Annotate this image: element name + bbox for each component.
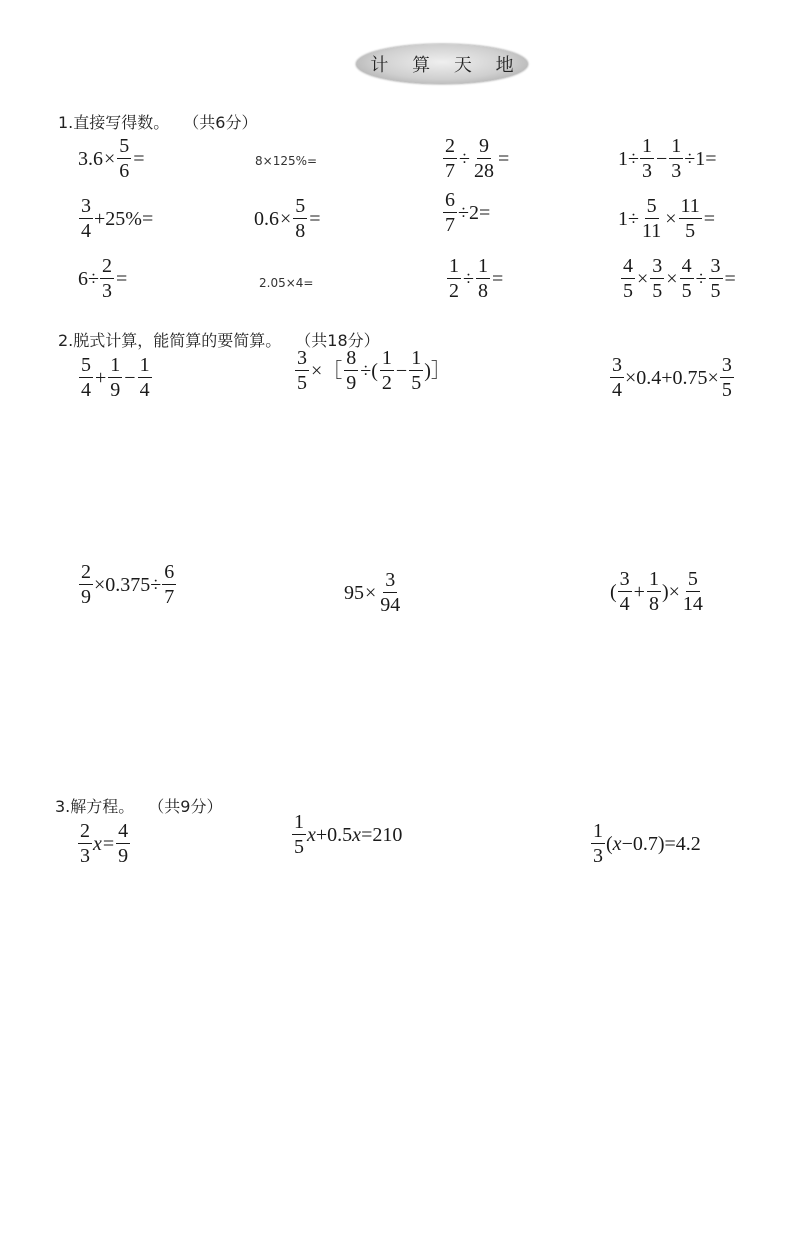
oral-problem-1a: 3.6 × $\frac{5}{6}$ =	[78, 135, 145, 182]
fraction: $\frac{1}{5}$	[411, 347, 422, 394]
fraction: $\frac{3}{4}$	[81, 195, 91, 242]
fraction: $\frac{6}{7}$	[164, 561, 175, 608]
fraction: $\frac{2}{7}$	[445, 135, 455, 182]
fraction: $\frac{5}{11}$	[641, 195, 662, 242]
fraction: $\frac{1}{3}$	[641, 135, 652, 182]
fraction: $\frac{2}{3}$	[101, 255, 112, 302]
fraction: $\frac{3}{5}$	[297, 347, 307, 394]
fraction: $\frac{4}{9}$	[118, 820, 129, 867]
title-banner	[356, 44, 528, 84]
fraction: $\frac{3}{4}$	[612, 354, 622, 401]
oral-problem-3b: 2.05×4=	[259, 276, 314, 290]
section-points: （共6分）	[191, 113, 258, 132]
fraction: $\frac{8}{9}$	[346, 347, 357, 394]
fraction: $\frac{5}{4}$	[81, 354, 91, 401]
fraction: $\frac{3}{5}$	[721, 354, 732, 401]
calc-problem-4: $\frac{2}{9}$ ×0.375÷ $\frac{6}{7}$	[81, 561, 175, 608]
fraction: $\frac{3}{5}$	[652, 255, 663, 302]
section-heading-1	[58, 110, 257, 133]
fraction: $\frac{5}{6}$	[119, 135, 130, 182]
fraction: $\frac{1}{3}$	[671, 135, 682, 182]
equation-1: $\frac{2}{3}$ x = $\frac{4}{9}$	[80, 820, 129, 867]
fraction: $\frac{5}{14}$	[682, 568, 703, 615]
fraction: $\frac{9}{28}$	[473, 135, 494, 182]
fraction: $\frac{3}{94}$	[380, 569, 401, 616]
oral-problem-1d: 1÷ $\frac{1}{3}$ − $\frac{1}{3}$ ÷1=	[618, 135, 717, 182]
section-points: （共9分）	[156, 797, 223, 816]
calc-problem-3: $\frac{3}{4}$ ×0.4+0.75× $\frac{3}{5}$	[612, 354, 732, 401]
oral-problem-2a: $\frac{3}{4}$ +25%=	[81, 195, 154, 242]
section-number: 1.	[58, 113, 74, 132]
fraction: $\frac{4}{5}$	[681, 255, 692, 302]
fraction: $\frac{2}{9}$	[81, 561, 91, 608]
section-title: 解方程。	[70, 797, 135, 816]
equation-2: $\frac{1}{5}$ x +0.5 x =210	[294, 811, 403, 858]
calc-problem-5: 95 × $\frac{3}{94}$	[344, 569, 401, 616]
oral-problem-3d: $\frac{4}{5}$ × $\frac{3}{5}$ × $\frac{4}{5}$ ÷ $\frac{3}{5}$ =	[623, 255, 736, 302]
oral-problem-2b: 0.6 × $\frac{5}{8}$ =	[254, 195, 321, 242]
fraction: $\frac{6}{7}$	[445, 189, 455, 236]
oral-problem-3c: $\frac{1}{2}$ ÷ $\frac{1}{8}$ =	[449, 255, 504, 302]
fraction: $\frac{1}{3}$	[593, 820, 603, 867]
oral-problem-1c: $\frac{2}{7}$ ÷ $\frac{9}{28}$ =	[445, 135, 510, 182]
fraction: $\frac{1}{9}$	[110, 354, 121, 401]
fraction: $\frac{11}{5}$	[680, 195, 700, 242]
section-title: 脱式计算，能简算的要简算。	[73, 331, 282, 350]
fraction: $\frac{2}{3}$	[80, 820, 90, 867]
oral-problem-2c: $\frac{6}{7}$ ÷2=	[445, 189, 491, 236]
fraction: $\frac{3}{4}$	[619, 568, 630, 615]
calc-problem-1: $\frac{5}{4}$ + $\frac{1}{9}$ − $\frac{1}{4}$	[81, 354, 150, 401]
fraction: $\frac{5}{8}$	[295, 195, 306, 242]
oral-problem-2d: 1÷ $\frac{5}{11}$ × $\frac{11}{5}$ =	[618, 195, 716, 242]
section-number: 2.	[58, 331, 74, 350]
page-title: 计 算 天 地	[370, 55, 523, 76]
fraction: $\frac{1}{2}$	[381, 347, 392, 394]
fraction: $\frac{1}{8}$	[648, 568, 659, 615]
equation-3: $\frac{1}{3}$ ( x −0.7)=4.2	[593, 820, 701, 867]
section-heading-3	[55, 794, 222, 817]
fraction: $\frac{1}{2}$	[449, 255, 459, 302]
oral-problem-3a: 6÷ $\frac{2}{3}$ =	[78, 255, 128, 302]
fraction: $\frac{4}{5}$	[623, 255, 633, 302]
section-points: （共18分）	[303, 331, 380, 350]
section-title: 直接写得数。	[73, 113, 170, 132]
fraction: $\frac{1}{5}$	[294, 811, 304, 858]
calc-problem-6: ( $\frac{3}{4}$ + $\frac{1}{8}$ )× $\frac{5}{14}$	[610, 568, 703, 615]
fraction: $\frac{1}{8}$	[477, 255, 488, 302]
oral-problem-1b: 8×125%=	[255, 154, 318, 168]
calc-problem-2: $\frac{3}{5}$ ×［ $\frac{8}{9}$ ÷( $\frac{1}{2}$ − $\frac{1}{5}$ )］	[297, 347, 451, 394]
fraction: $\frac{3}{5}$	[710, 255, 721, 302]
section-number: 3.	[55, 797, 71, 816]
fraction: $\frac{1}{4}$	[139, 354, 150, 401]
